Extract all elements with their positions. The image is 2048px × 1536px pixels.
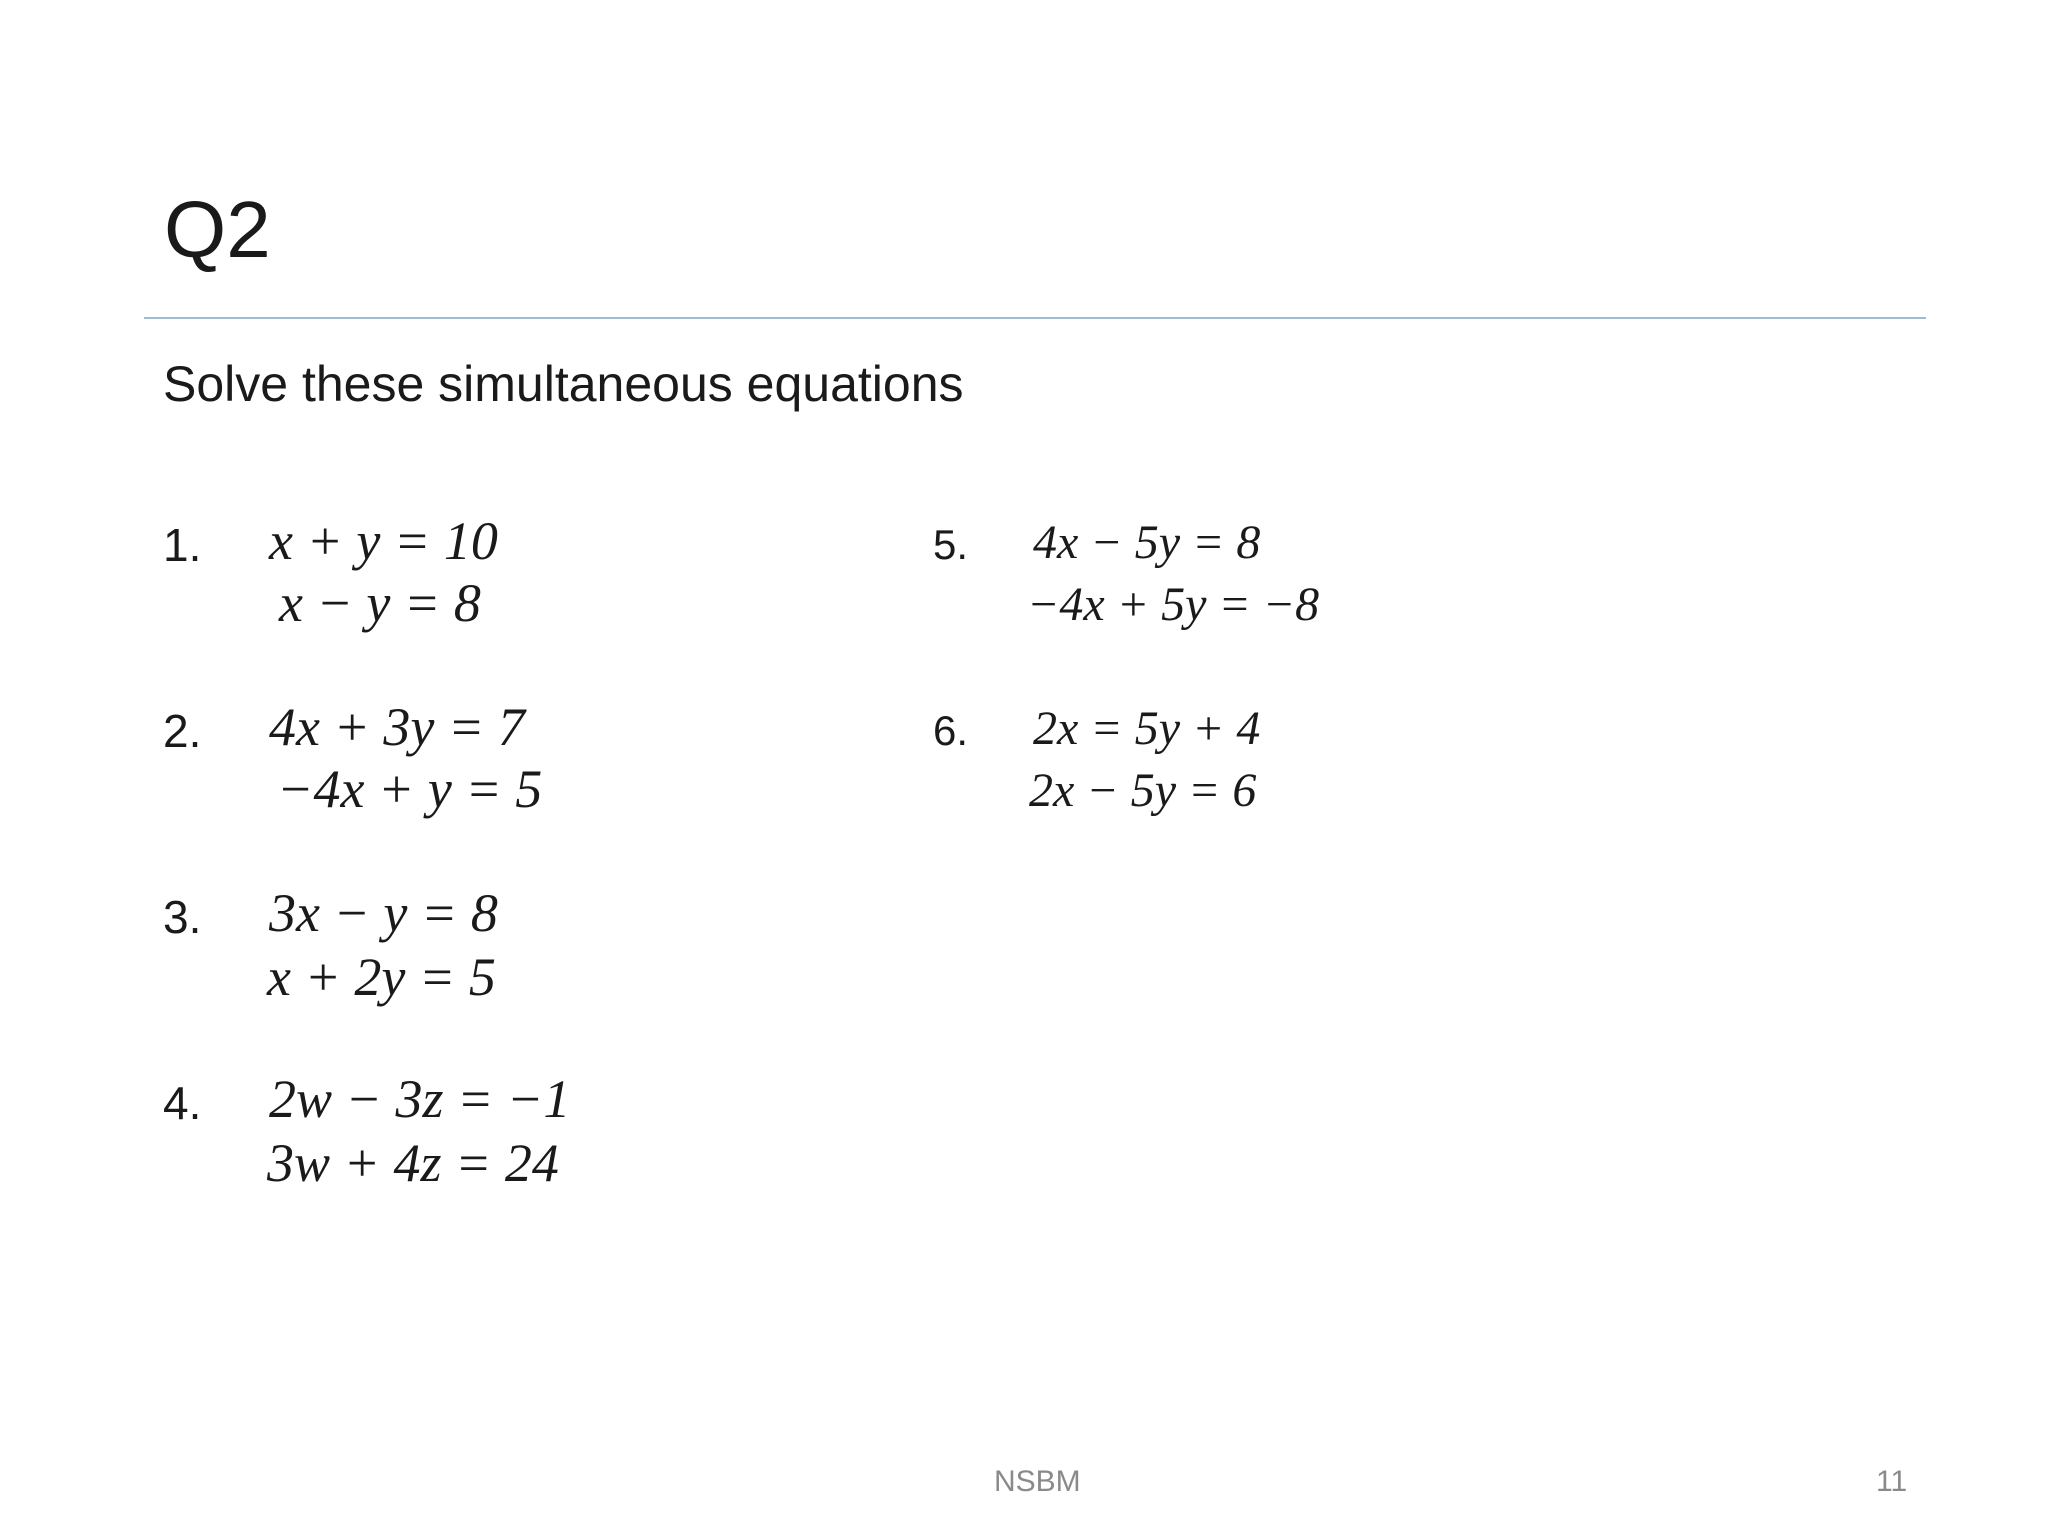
problem-number: 4. — [163, 1077, 202, 1129]
problem-number: 3. — [163, 891, 202, 943]
equation-2: 3w + 4z = 24 — [267, 1133, 559, 1193]
instruction-text: Solve these simultaneous equations — [163, 356, 964, 412]
equation-2: 2x − 5y = 6 — [1029, 764, 1257, 817]
problem-number: 6. — [933, 707, 969, 754]
problem-number: 5. — [933, 521, 969, 568]
equation-1: 4x − 5y = 8 — [1033, 516, 1261, 569]
slide-title: Q2 — [164, 185, 271, 274]
equation-2: −4x + y = 5 — [277, 759, 543, 819]
equation-2: x + 2y = 5 — [267, 947, 496, 1007]
equation-1: 2x = 5y + 4 — [1033, 702, 1261, 755]
footer-label: NSBM — [994, 1465, 1081, 1498]
problem-number: 2. — [163, 705, 202, 757]
equation-2: −4x + 5y = −8 — [1027, 578, 1320, 631]
equation-1: 3x − y = 8 — [269, 883, 498, 943]
page-number: 11 — [1876, 1465, 1908, 1498]
equation-1: 4x + 3y = 7 — [269, 697, 525, 757]
problem-number: 1. — [163, 519, 202, 571]
equation-2: x − y = 8 — [279, 573, 481, 633]
equation-1: x + y = 10 — [269, 511, 498, 571]
equation-1: 2w − 3z = −1 — [269, 1069, 571, 1129]
title-divider — [144, 317, 1926, 319]
